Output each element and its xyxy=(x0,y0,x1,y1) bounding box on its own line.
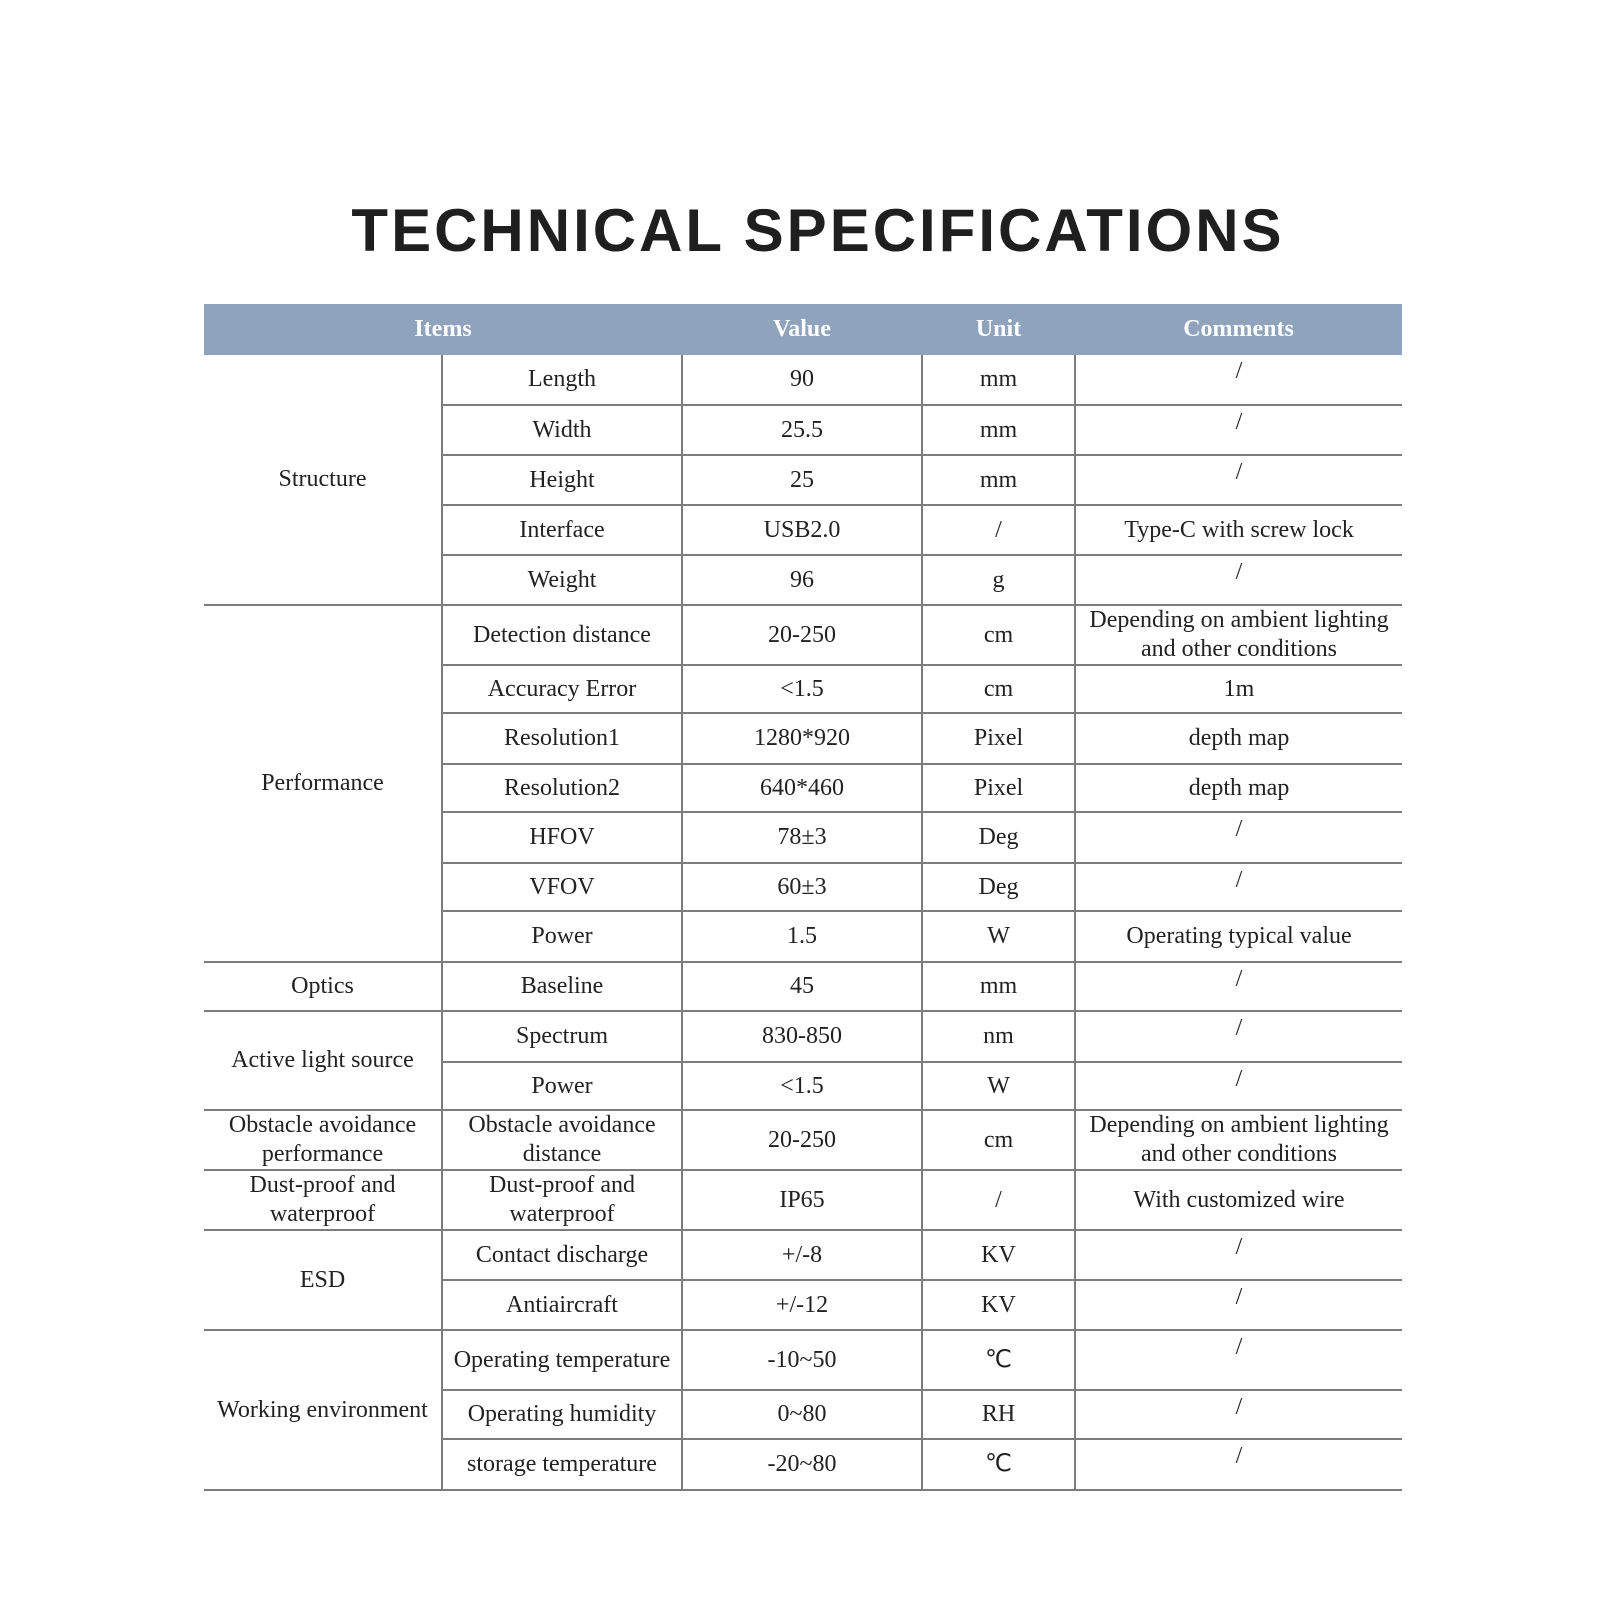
group-label: Optics xyxy=(204,962,442,1011)
table-header-row xyxy=(204,304,1402,355)
unit-cell: RH xyxy=(922,1390,1075,1439)
comment-cell: / xyxy=(1075,962,1402,1011)
spec-table xyxy=(204,304,1402,1491)
item-cell: VFOV xyxy=(442,863,682,911)
item-cell: Height xyxy=(442,455,682,505)
comment-cell: Depending on ambient lighting and other conditions xyxy=(1075,1110,1402,1170)
unit-cell: mm xyxy=(922,455,1075,505)
comment-cell: / xyxy=(1075,355,1402,405)
table-row xyxy=(204,1110,1402,1170)
unit-cell: W xyxy=(922,1062,1075,1110)
comment-cell: depth map xyxy=(1075,764,1402,812)
group-label: ESD xyxy=(204,1230,442,1330)
comment-cell: / xyxy=(1075,1062,1402,1110)
item-cell: Resolution1 xyxy=(442,713,682,764)
item-cell: Spectrum xyxy=(442,1011,682,1062)
unit-cell: / xyxy=(922,1170,1075,1230)
header-items: Items xyxy=(204,304,682,355)
comment-cell: / xyxy=(1075,1011,1402,1062)
value-cell: 20-250 xyxy=(682,1110,922,1170)
value-cell: 96 xyxy=(682,555,922,605)
value-cell: <1.5 xyxy=(682,1062,922,1110)
header-value: Value xyxy=(682,304,922,355)
comment-cell: / xyxy=(1075,455,1402,505)
value-cell: 1.5 xyxy=(682,911,922,962)
item-cell: Operating humidity xyxy=(442,1390,682,1439)
table-row xyxy=(204,355,1402,405)
unit-cell: KV xyxy=(922,1230,1075,1280)
value-cell: 60±3 xyxy=(682,863,922,911)
item-cell: Width xyxy=(442,405,682,455)
value-cell: 90 xyxy=(682,355,922,405)
item-cell: Resolution2 xyxy=(442,764,682,812)
value-cell: +/-12 xyxy=(682,1280,922,1330)
item-cell: HFOV xyxy=(442,812,682,863)
table-body xyxy=(204,355,1402,1490)
value-cell: -20~80 xyxy=(682,1439,922,1490)
item-cell: Obstacle avoidance distance xyxy=(442,1110,682,1170)
table-row xyxy=(204,605,1402,665)
item-cell: Baseline xyxy=(442,962,682,1011)
comment-cell: / xyxy=(1075,1230,1402,1280)
value-cell: 640*460 xyxy=(682,764,922,812)
item-cell: Contact discharge xyxy=(442,1230,682,1280)
comment-cell: / xyxy=(1075,555,1402,605)
group-label: Performance xyxy=(204,605,442,962)
group-label: Active light source xyxy=(204,1011,442,1110)
comment-cell: Depending on ambient lighting and other conditions xyxy=(1075,605,1402,665)
unit-cell: mm xyxy=(922,405,1075,455)
comment-cell: / xyxy=(1075,1330,1402,1390)
comment-cell: / xyxy=(1075,812,1402,863)
comment-cell: Operating typical value xyxy=(1075,911,1402,962)
comment-cell: With customized wire xyxy=(1075,1170,1402,1230)
item-cell: Weight xyxy=(442,555,682,605)
item-cell: Power xyxy=(442,1062,682,1110)
item-cell: Power xyxy=(442,911,682,962)
unit-cell: cm xyxy=(922,605,1075,665)
unit-cell: Pixel xyxy=(922,764,1075,812)
comment-cell: / xyxy=(1075,1390,1402,1439)
value-cell: 25.5 xyxy=(682,405,922,455)
comment-cell: / xyxy=(1075,405,1402,455)
value-cell: 1280*920 xyxy=(682,713,922,764)
value-cell: -10~50 xyxy=(682,1330,922,1390)
table-row xyxy=(204,1170,1402,1230)
table-row xyxy=(204,962,1402,1011)
unit-cell: KV xyxy=(922,1280,1075,1330)
group-label: Structure xyxy=(204,355,442,605)
value-cell: 20-250 xyxy=(682,605,922,665)
unit-cell: nm xyxy=(922,1011,1075,1062)
value-cell: <1.5 xyxy=(682,665,922,713)
value-cell: 830-850 xyxy=(682,1011,922,1062)
unit-cell: Deg xyxy=(922,863,1075,911)
unit-cell: ℃ xyxy=(922,1439,1075,1490)
value-cell: IP65 xyxy=(682,1170,922,1230)
unit-cell: mm xyxy=(922,355,1075,405)
header-unit: Unit xyxy=(922,304,1075,355)
item-cell: Accuracy Error xyxy=(442,665,682,713)
value-cell: USB2.0 xyxy=(682,505,922,555)
table-row xyxy=(204,1330,1402,1390)
item-cell: storage temperature xyxy=(442,1439,682,1490)
value-cell: 0~80 xyxy=(682,1390,922,1439)
item-cell: Detection distance xyxy=(442,605,682,665)
group-label: Working environment xyxy=(204,1330,442,1490)
comment-cell: / xyxy=(1075,1439,1402,1490)
unit-cell: Pixel xyxy=(922,713,1075,764)
unit-cell: / xyxy=(922,505,1075,555)
unit-cell: ℃ xyxy=(922,1330,1075,1390)
unit-cell: mm xyxy=(922,962,1075,1011)
value-cell: +/-8 xyxy=(682,1230,922,1280)
item-cell: Length xyxy=(442,355,682,405)
group-label: Obstacle avoidance performance xyxy=(204,1110,442,1170)
unit-cell: cm xyxy=(922,665,1075,713)
comment-cell: / xyxy=(1075,1280,1402,1330)
comment-cell: / xyxy=(1075,863,1402,911)
table-row xyxy=(204,1011,1402,1062)
item-cell: Operating temperature xyxy=(442,1330,682,1390)
unit-cell: cm xyxy=(922,1110,1075,1170)
value-cell: 25 xyxy=(682,455,922,505)
table-row xyxy=(204,1230,1402,1280)
comment-cell: Type-C with screw lock xyxy=(1075,505,1402,555)
comment-cell: depth map xyxy=(1075,713,1402,764)
item-cell: Interface xyxy=(442,505,682,555)
unit-cell: W xyxy=(922,911,1075,962)
item-cell: Antiaircraft xyxy=(442,1280,682,1330)
group-label: Dust-proof and waterproof xyxy=(204,1170,442,1230)
item-cell: Dust-proof and waterproof xyxy=(442,1170,682,1230)
value-cell: 45 xyxy=(682,962,922,1011)
comment-cell: 1m xyxy=(1075,665,1402,713)
value-cell: 78±3 xyxy=(682,812,922,863)
page-title: TECHNICAL SPECIFICATIONS xyxy=(351,197,1285,264)
header-comments: Comments xyxy=(1075,304,1402,355)
unit-cell: Deg xyxy=(922,812,1075,863)
unit-cell: g xyxy=(922,555,1075,605)
